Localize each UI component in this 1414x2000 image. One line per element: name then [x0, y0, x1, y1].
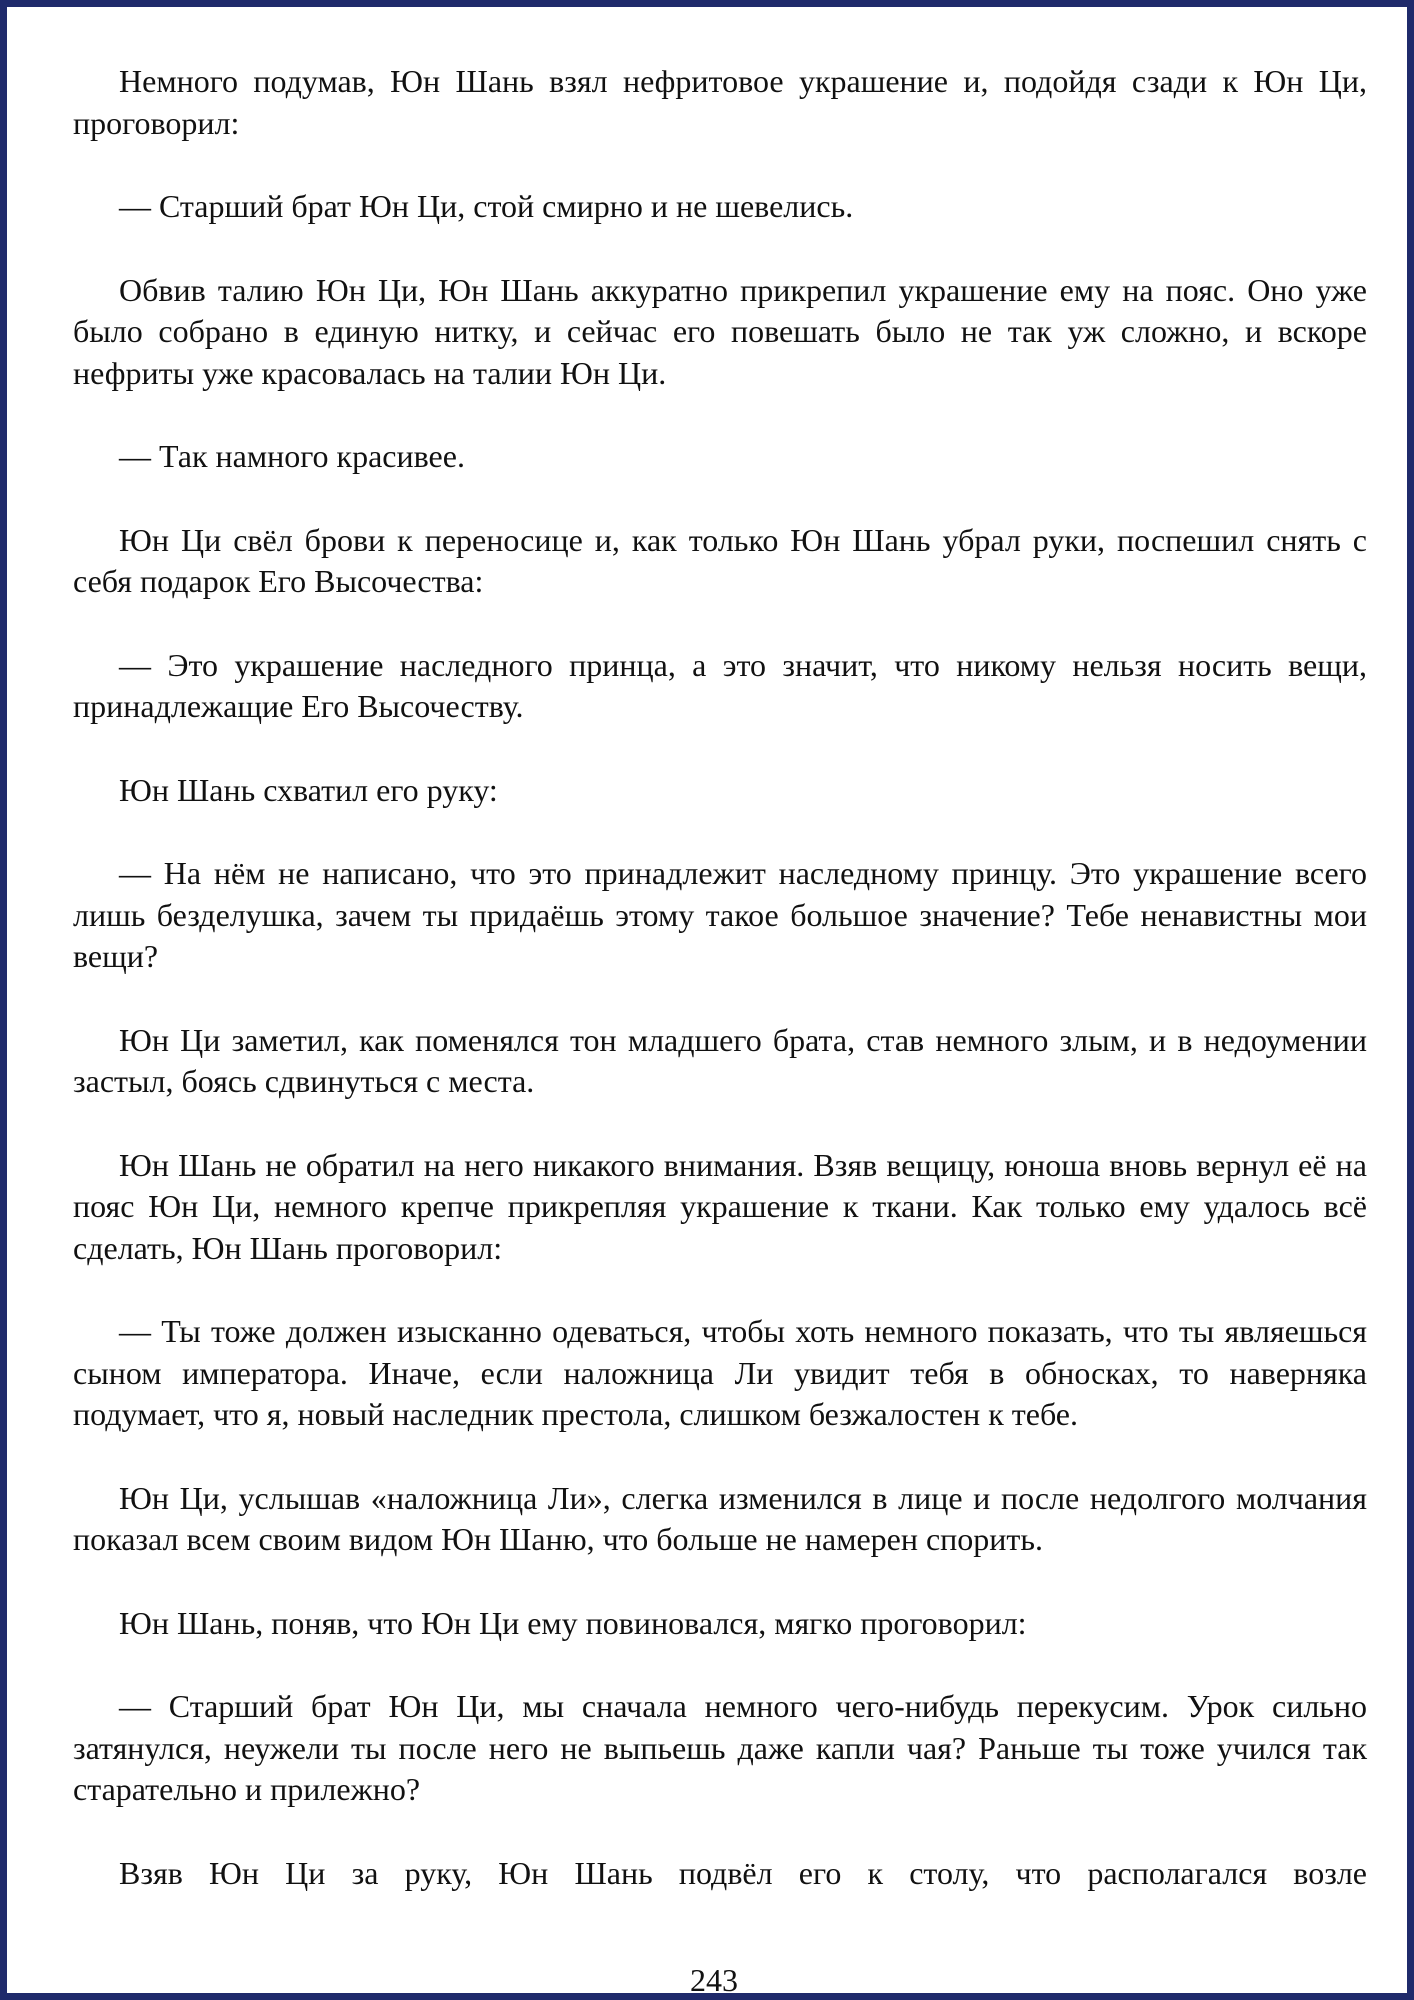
paragraph-7: Юн Шань схватил его руку: [119, 771, 498, 808]
page-number: 243 [690, 1962, 738, 1998]
page-body [73, 61, 1367, 1936]
paragraph-8: — На нём не написано, что это принадлежит наследному принцу. Это украшение всего лишь безделушка, зачем ты придаёшь этому такое большое значение? Тебе ненавистны мои вещи? [73, 855, 1367, 974]
paragraph-12: Юн Ци, услышав «наложница Ли», слегка изменился в лице и после недолгого молчания показал всем своим видом Юн Шаню, что больше не намерен спорить. [73, 1479, 1367, 1557]
paragraph-11: — Ты тоже должен изысканно одеваться, чтобы хоть немного показать, что ты являешься сыном императора. Иначе, если наложница Ли увидит тебя в обносках, то наверняка подумает, что я, новый наследник престола, слишком безжалостен к тебе. [73, 1313, 1367, 1432]
paragraph-6: — Это украшение наследного принца, а это значит, что никому нельзя носить вещи, принадлежащие Его Высочеству. [73, 646, 1367, 724]
paragraph-3: Обвив талию Юн Ци, Юн Шань аккуратно прикрепил украшение ему на пояс. Оно уже было собрано в единую нитку, и сейчас его повешать было не так уж сложно, и вскоре нефриты уже красовалась на талии Юн Ци. [73, 271, 1367, 391]
paragraph-1: Немного подумав, Юн Шань взял нефритовое украшение и, подойдя сзади к Юн Ци, проговорил: [73, 63, 1367, 141]
paragraph-4: — Так намного красивее. [119, 438, 465, 474]
paragraph-13: Юн Шань, поняв, что Юн Ци ему повиновался, мягко проговорил: [119, 1604, 1027, 1641]
paragraph-14: — Старший брат Юн Ци, мы сначала немного чего-нибудь перекусим. Урок сильно затянулся, неужели ты после него не выпьешь даже капли чая? Раньше ты тоже учился так старательно и прилежно? [73, 1688, 1367, 1807]
paragraph-15: Взяв Юн Ци за руку, Юн Шань подвёл его к столу, что располагался возле [119, 1854, 1367, 1891]
paragraph-5: Юн Ци свёл брови к переносице и, как только Юн Шань убрал руки, поспешил снять с себя подарок Его Высочества: [73, 521, 1367, 599]
paragraph-10: Юн Шань не обратил на него никакого внимания. Взяв вещицу, юноша вновь вернул её на пояс Юн Ци, немного крепче прикрепляя украшение к ткани. Как только ему удалось всё сделать, Юн Шань проговорил: [73, 1146, 1367, 1266]
paragraph-9: Юн Ци заметил, как поменялся тон младшего брата, став немного злым, и в недоумении застыл, боясь сдвинуться с места. [73, 1021, 1367, 1099]
paragraph-2: — Старший брат Юн Ци, стой смирно и не шевелись. [119, 188, 854, 224]
